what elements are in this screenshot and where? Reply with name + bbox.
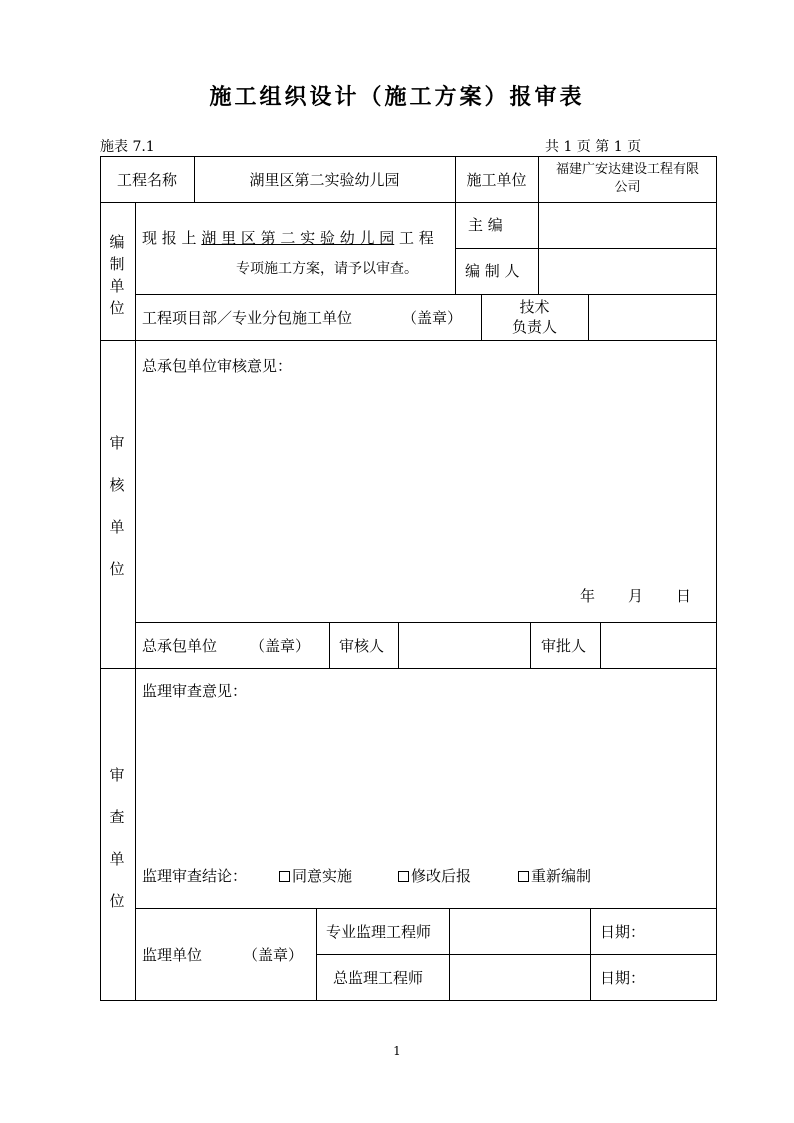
col-divider [600, 622, 601, 668]
general-contractor-label: 总承包单位 [142, 637, 218, 655]
compiler-label: 编 制 人 [465, 262, 520, 280]
row-divider [135, 622, 717, 623]
construction-unit-value-line2: 公司 [614, 180, 641, 195]
page-count: 共 1 页 第 1 页 [545, 139, 642, 155]
specialist-date-label: 日期： [600, 923, 646, 941]
approver-label: 审批人 [541, 637, 587, 655]
review-unit-side-char: 核 [109, 476, 125, 494]
option-revise[interactable] [398, 867, 471, 885]
form-number: 施表 7.1 [100, 139, 155, 155]
chief-date-label: 日期： [600, 969, 646, 987]
checkbox-icon[interactable] [398, 871, 409, 882]
review-unit-side-char: 审 [109, 434, 125, 452]
row-divider [100, 668, 717, 669]
reviewer-label: 审核人 [339, 637, 385, 655]
review-opinion-label: 总承包单位审核意见： [142, 357, 293, 375]
option-redo-label: 重新编制 [531, 867, 592, 885]
chief-editor-label: 主 编 [468, 216, 503, 234]
inspection-unit-side-char: 单 [109, 850, 125, 868]
tech-lead-label: 技术 [519, 298, 550, 316]
tech-lead-label-line2: 负责人 [511, 318, 557, 336]
compile-unit-side-char: 制 [109, 255, 125, 273]
row-divider [135, 908, 717, 909]
compile-unit-side-char: 编 [109, 233, 125, 251]
col-divider [449, 908, 450, 1001]
form-title: 施工组织设计（施工方案）报审表 [209, 85, 585, 110]
compile-statement-line2: 专项施工方案，请予以审查。 [236, 261, 418, 277]
project-name-value: 湖里区第二实验幼儿园 [249, 171, 400, 189]
option-revise-label: 修改后报 [411, 867, 472, 885]
row-divider [455, 248, 717, 249]
statement-prefix: 现 报 上 [142, 229, 197, 247]
inspection-opinion-label: 监理审查意见： [142, 682, 248, 700]
construction-unit-label: 施工单位 [466, 171, 527, 189]
col-divider [588, 294, 589, 340]
review-unit-side-char: 位 [109, 560, 125, 578]
inspection-unit-side-char: 位 [109, 892, 125, 910]
inspection-unit-side-char: 查 [109, 808, 125, 826]
option-agree-label: 同意实施 [292, 867, 353, 885]
checkbox-icon[interactable] [518, 871, 529, 882]
col-divider [316, 908, 317, 1001]
compile-unit-side-char: 单 [109, 277, 125, 295]
construction-unit-value: 福建广安达建设工程有限 [555, 162, 699, 177]
project-name-label: 工程名称 [116, 171, 177, 189]
checkbox-icon[interactable] [279, 871, 290, 882]
review-date-day: 日 [676, 587, 692, 605]
chief-engineer-label: 总监理工程师 [333, 969, 424, 987]
statement-suffix: 工 程 [399, 229, 434, 247]
col-divider [398, 622, 399, 668]
row-divider [316, 954, 717, 955]
dept-seal-label: （盖章） [402, 309, 463, 327]
review-date-year: 年 [580, 587, 596, 605]
col-divider [590, 908, 591, 1001]
review-date-month: 月 [628, 587, 644, 605]
col-divider [329, 622, 330, 668]
compile-statement [142, 229, 434, 247]
row-divider [100, 340, 717, 341]
supervisor-unit-label: 监理单位 [142, 946, 203, 964]
option-agree[interactable] [279, 867, 352, 885]
col-divider [530, 622, 531, 668]
row-divider [100, 202, 717, 203]
option-redo[interactable] [518, 867, 591, 885]
statement-project: 湖 里 区 第 二 实 验 幼 儿 园 [201, 229, 395, 247]
inspection-unit-side-char: 审 [109, 766, 125, 784]
general-contractor-seal: （盖章） [250, 637, 311, 655]
compile-unit-side-char: 位 [109, 299, 125, 317]
review-unit-side-char: 单 [109, 518, 125, 536]
supervisor-unit-seal: （盖章） [243, 946, 304, 964]
row-divider [135, 294, 717, 295]
page-number: 1 [393, 1044, 401, 1058]
inspection-conclusion-label: 监理审查结论： [142, 867, 248, 885]
specialist-engineer-label: 专业监理工程师 [326, 923, 432, 941]
dept-label: 工程项目部／专业分包施工单位 [142, 309, 353, 327]
col-divider [135, 202, 136, 1001]
